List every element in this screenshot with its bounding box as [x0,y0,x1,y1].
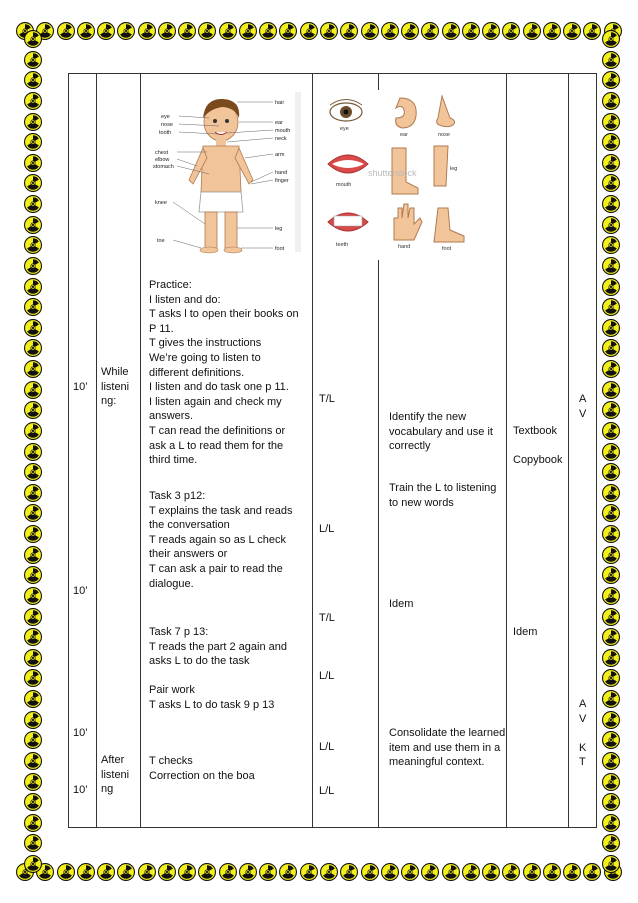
radiation-icon [602,690,620,708]
radiation-icon [602,195,620,213]
radiation-icon [138,863,156,881]
radiation-icon [239,863,257,881]
radiation-icon [602,525,620,543]
text-line: Correction on the boa [149,769,255,782]
radiation-icon [602,649,620,667]
time-value: 10’ [73,784,88,796]
body-label: knee [155,200,167,206]
radiation-icon [24,257,42,275]
interaction-value: L/L [319,741,335,753]
text-line: T can ask a pair to read the [149,562,283,575]
radiation-icon [381,22,399,40]
radiation-icon [602,752,620,770]
radiation-icon [421,22,439,40]
body-label: chest [155,150,169,156]
interaction-value: L/L [319,523,335,535]
interaction-value: L/L [319,785,335,797]
right-border [598,26,624,877]
sense-label: leg [450,166,458,172]
radiation-icon [602,216,620,234]
radiation-icon [24,154,42,172]
radiation-icon [401,863,419,881]
sense-label: mouth [336,182,352,188]
radiation-icon [24,649,42,667]
text-line: ask a L to read them for the [149,439,284,452]
radiation-icon [24,525,42,543]
radiation-icon [361,22,379,40]
sense-label: teeth [336,242,349,248]
materials-cell [507,74,569,828]
text-line: P 11. [149,322,174,335]
text-line: item and use them in a [389,741,501,754]
body-label: leg [275,226,283,232]
radiation-icon [279,22,297,40]
text-line: dialogue. [149,577,194,590]
radiation-icon [602,546,620,564]
task3-block [149,489,293,591]
text-line: Task 3 p12: [149,490,206,502]
time-value: 10’ [73,585,88,597]
radiation-icon [543,863,561,881]
objective-consolidate [389,726,505,770]
radiation-icon [24,566,42,584]
text-line: vocabulary and use it [389,425,493,438]
radiation-icon [24,587,42,605]
radiation-icon [602,834,620,852]
radiation-icon [482,863,500,881]
radiation-icon [117,863,135,881]
radiation-icon [24,546,42,564]
radiation-icon [543,22,561,40]
radiation-icon [602,401,620,419]
text-line: to new words [389,496,454,509]
radiation-icon [602,113,620,131]
sense-label: ear [400,132,408,138]
radiation-icon [117,22,135,40]
radiation-icon [602,814,620,832]
radiation-icon [602,711,620,729]
text-line: correctly [389,440,431,453]
radiation-icon [77,863,95,881]
radiation-icon [24,51,42,69]
radiation-icon [462,22,480,40]
text-line: T reads again so as L check [149,533,286,546]
body-label: tooth [159,130,172,136]
body-label: hand [275,170,288,176]
radiation-icon [198,22,216,40]
radiation-icon [24,504,42,522]
body-label: foot [275,246,285,252]
text-line: T gives the instructions [149,337,262,350]
radiation-icon [602,30,620,48]
objective-train [389,481,496,510]
radiation-icon [300,22,318,40]
radiation-icon [239,22,257,40]
senses-illustration [322,90,472,260]
radiation-icon [24,484,42,502]
radiation-icon [24,113,42,131]
radiation-icon [24,814,42,832]
material-idem: Idem [513,626,538,638]
sense-label: nose [438,132,450,138]
radiation-icon [24,834,42,852]
interaction-value: T/L [319,612,335,624]
radiation-icon [602,628,620,646]
sense-label: hand [398,244,411,250]
radiation-icon [602,587,620,605]
text-line: We’re going to listen to [149,351,261,364]
radiation-icon [57,22,75,40]
radiation-icon [401,22,419,40]
radiation-icon [563,22,581,40]
top-border [0,22,638,48]
radiation-icon [602,174,620,192]
radiation-icon [24,92,42,110]
radiation-icon [442,22,460,40]
radiation-icon [602,339,620,357]
text-line: meaningful context. [389,756,485,769]
radiation-icon [24,71,42,89]
radiation-icon [24,278,42,296]
radiation-icon [24,133,42,151]
radiation-icon [219,22,237,40]
body-label: arm [275,152,285,158]
bottom-border [0,863,638,889]
text-line: answers. [149,410,194,423]
radiation-icon [340,22,358,40]
objective-identify [389,410,493,454]
radiation-icon [502,22,520,40]
body-label: mouth [275,128,291,134]
radiation-icon [602,319,620,337]
radiation-icon [442,863,460,881]
radiation-icon [602,484,620,502]
radiation-icon [97,22,115,40]
radiation-icon [158,863,176,881]
body-label: eye [161,114,170,120]
text-line [579,726,586,741]
body-label: neck [275,136,287,142]
text-line: their answers or [149,548,228,561]
left-border [20,26,46,877]
radiation-icon [24,195,42,213]
radiation-icon [138,22,156,40]
text-line: asks L to do the task [149,655,250,668]
radiation-icon [602,422,620,440]
radiation-icon [24,401,42,419]
radiation-icon [24,711,42,729]
text-line: A [579,393,587,405]
radiation-icon [24,298,42,316]
radiation-icon [523,863,541,881]
radiation-icon [602,236,620,254]
practice-block [149,278,299,468]
radiation-icon [602,669,620,687]
body-label: stomach [153,164,174,170]
radiation-icon [24,216,42,234]
material-textbook: Textbook [513,425,558,437]
radiation-icon [602,154,620,172]
radiation-icon [24,669,42,687]
radiation-icon [421,863,439,881]
radiation-icon [24,731,42,749]
radiation-icon [198,863,216,881]
radiation-icon [602,731,620,749]
radiation-icon [381,863,399,881]
radiation-icon [602,92,620,110]
radiation-icon [24,236,42,254]
radiation-icon [57,863,75,881]
radiation-icon [602,504,620,522]
radiation-icon [259,863,277,881]
task7-block [149,625,287,669]
text-line: K [579,741,587,754]
radiation-icon [340,863,358,881]
radiation-icon [361,863,379,881]
radiation-icon [482,22,500,40]
radiation-icon [24,752,42,770]
radiation-icon [178,22,196,40]
radiation-icon [24,463,42,481]
sense-label: foot [442,246,452,252]
text-line: Practice: [149,279,192,291]
radiation-icon [602,608,620,626]
stage-cell [97,74,141,828]
radiation-icon [24,319,42,337]
radiation-icon [602,443,620,461]
body-label: finger [275,178,289,184]
text-line: Identify the new [389,411,467,423]
radiation-icon [158,22,176,40]
radiation-icon [24,443,42,461]
radiation-icon [24,381,42,399]
radiation-icon [602,278,620,296]
text-line: the conversation [149,519,230,532]
time-value: 10’ [73,381,88,393]
watermark: shutterstock [368,168,417,178]
radiation-icon [602,71,620,89]
radiation-icon [563,863,581,881]
body-label: nose [161,122,173,128]
radiation-icon [602,381,620,399]
radiation-icon [24,360,42,378]
radiation-icon [279,863,297,881]
text-line: T asks L to do task 9 p 13 [149,698,275,711]
radiation-icon [602,51,620,69]
radiation-icon [24,690,42,708]
radiation-icon [602,298,620,316]
radiation-icon [24,339,42,357]
radiation-icon [24,855,42,873]
radiation-icon [24,422,42,440]
text-line: T reads the part 2 again and [149,640,288,653]
radiation-icon [24,628,42,646]
text-line: T [579,756,586,769]
body-label: ear [275,120,283,126]
skills-first [579,392,586,421]
radiation-icon [24,793,42,811]
radiation-icon [602,773,620,791]
text-line: T checks [149,755,193,767]
time-cell [69,74,97,828]
text-line: V [579,712,587,725]
material-copybook: Copybook [513,454,563,466]
radiation-icon [24,174,42,192]
text-line: different definitions. [149,366,245,379]
activities-cell [141,74,313,828]
radiation-icon [602,257,620,275]
time-value: 10’ [73,727,88,739]
text-line: Train the L to listening [389,482,497,494]
radiation-icon [219,863,237,881]
text-line: I listen and do: [149,293,221,306]
text-line: I listen and do task one p 11. [149,381,289,394]
text-line: third time. [149,454,198,467]
objective-idem: Idem [389,598,414,610]
checks-block [149,754,255,783]
radiation-icon [502,863,520,881]
body-parts-illustration [153,88,303,258]
radiation-icon [602,360,620,378]
radiation-icon [77,22,95,40]
radiation-icon [300,863,318,881]
radiation-icon [602,793,620,811]
radiation-icon [462,863,480,881]
radiation-icon [24,608,42,626]
radiation-icon [259,22,277,40]
radiation-icon [178,863,196,881]
radiation-icon [602,566,620,584]
text-line: A [579,698,587,710]
text-line: Pair work [149,684,195,696]
stage-after: After listeni ng [101,754,130,796]
text-line: T explains the task and reads [149,504,293,517]
radiation-icon [97,863,115,881]
body-label: hair [275,100,285,106]
text-line: T asks l to open their books on [149,308,299,321]
radiation-icon [523,22,541,40]
text-line: Consolidate the learned [389,727,506,739]
radiation-icon [602,855,620,873]
radiation-icon [602,133,620,151]
body-label: elbow [155,157,170,163]
radiation-icon [24,773,42,791]
sense-label: eye [340,126,349,132]
radiation-icon [24,30,42,48]
stage-while: While listeni ng: [101,366,130,408]
interaction-value: T/L [319,393,335,405]
body-label: toe [157,238,165,244]
text-line: Task 7 p 13: [149,626,209,638]
pairwork-block [149,683,274,712]
radiation-icon [320,863,338,881]
skills-cell [569,74,597,828]
radiation-icon [602,463,620,481]
radiation-icon [320,22,338,40]
text-line: V [579,407,587,420]
text-line: T can read the definitions or [149,424,286,437]
text-line: I listen again and check my [149,395,282,408]
skills-second [579,697,586,770]
interaction-value: L/L [319,670,335,682]
